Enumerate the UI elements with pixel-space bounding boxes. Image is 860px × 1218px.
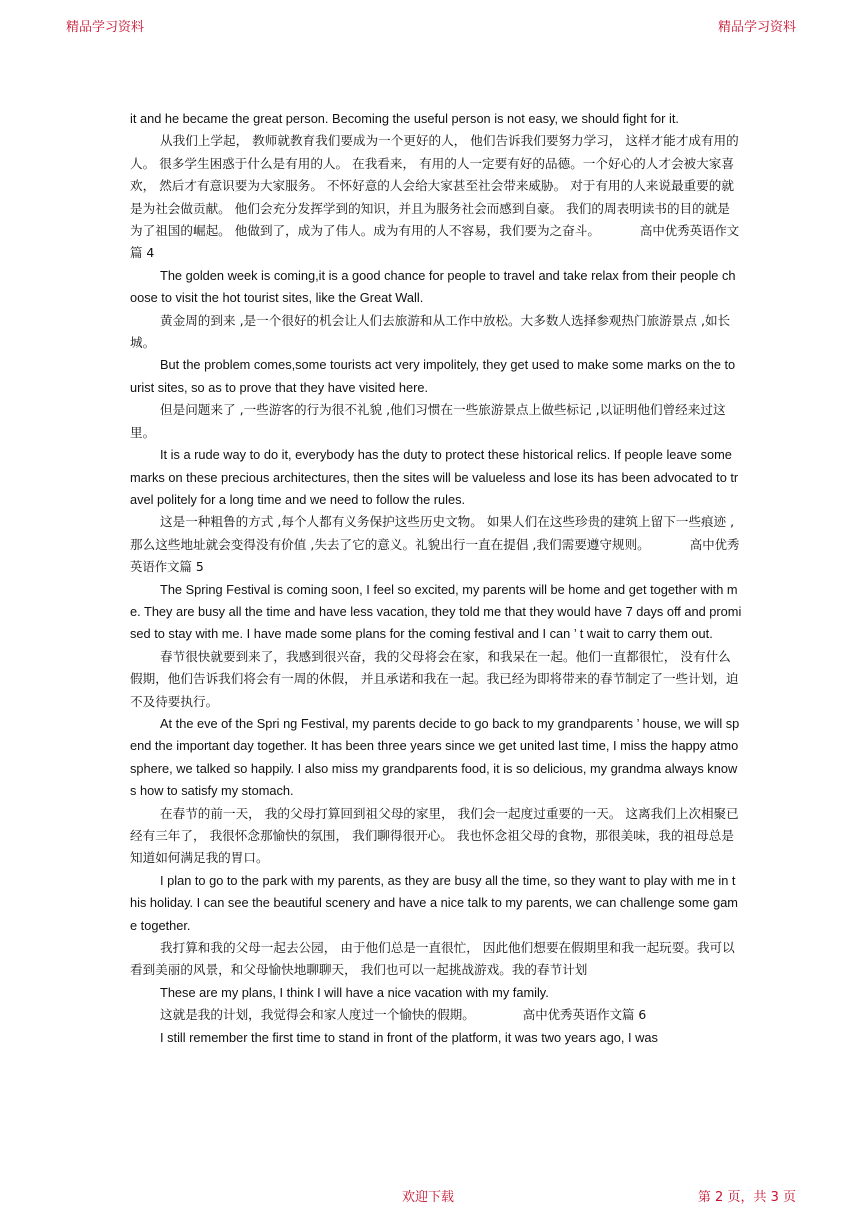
section-tag-5: 高中优秀英语作文篇 5 bbox=[130, 536, 740, 575]
paragraph-zh-2: 黄金周的到来 ,是一个很好的机会让人们去旅游和从工作中放松。大多数人选择参观热门旅游景点 ,如长城。 bbox=[130, 312, 731, 351]
header-left-label: 精品学习资料 bbox=[66, 20, 145, 35]
paragraph-zh-1-text: 从我们上学起， 教师就教育我们要成为一个更好的人， 他们告诉我们要努力学习， 这样才能才成有用的人。 很多学生困惑于什么是有用的人。 在我看来， 有用的人一定要有好的品德。一个好心的人才会被大家喜欢， 然后才有意识要为大家服务。 不怀好意的人会给大家甚至社会带来威胁。 对于有用的人来说最重要的就是为社会做贡献。 他们会充分发挥学到的知识，并且为服务社会而感到自豪。 我们的周表明读书的目的就是为了祖国的崛起。 他做到了，成为了伟人。成为有用的人不容易，我们要为之奋斗。 bbox=[130, 133, 739, 239]
page-number: 第 2 页，共 3 页 bbox=[697, 1190, 796, 1205]
footer-download-label: 欢迎下载 bbox=[402, 1190, 455, 1205]
paragraph-en-5: The Spring Festival is coming soon, I feel so excited, my parents will be home and get together with me. They are busy all the time and have less vacation, they told me that they would have 7 days off and promised to stay with me. I have made some plans for the coming festival and I can ’ t wait to carry them out. bbox=[130, 581, 742, 642]
paragraph-zh-7: 我打算和我的父母一起去公园， 由于他们总是一直很忙， 因此他们想要在假期里和我一起玩耍。我可以看到美丽的风景，和父母愉快地聊聊天， 我们也可以一起挑战游戏。我的春节计划 bbox=[130, 940, 735, 978]
document-body bbox=[130, 108, 742, 1049]
paragraph-en-1: it and he became the great person. Becoming the useful person is not easy, we should fight for it. bbox=[130, 111, 679, 126]
paragraph-zh-5: 春节很快就要到来了，我感到很兴奋，我的父母将会在家，和我呆在一起。他们一直都很忙， 没有什么假期，他们告诉我们将会有一周的休假， 并且承诺和我在一起。我已经为即将带来的春节制定了一些计划，迫不及待要执行。 bbox=[130, 648, 739, 709]
header-right-label: 精品学习资料 bbox=[717, 20, 796, 35]
paragraph-zh-4-text: 这是一种粗鲁的方式 ,每个人都有义务保护这些历史文物。 如果人们在这些珍贵的建筑上留下一些痕迹 ,那么这些地址就会变得没有价值 ,失去了它的意义。礼貌出行一直在提倡 ,我们需要遵守规则。 bbox=[130, 514, 735, 552]
paragraph-zh-1 bbox=[130, 130, 742, 264]
paragraph-en-6: At the eve of the Spri ng Festival, my parents decide to go back to my grandparents ’ house, we will spend the important day together. It has been three years since we get united last time, I miss the happy atmosphere, we talked so happily. I also miss my grandparents food, it is so delicious, my grandma always knows how to satisfy my stomach. bbox=[130, 715, 740, 799]
paragraph-zh-4 bbox=[130, 511, 742, 578]
paragraph-en-3: But the problem comes,some tourists act very impolitely, they get used to make some marks on the tourist sites, so as to prove that they have visited here. bbox=[130, 357, 736, 395]
section-tag-4: 高中优秀英语作文篇 4 bbox=[130, 223, 740, 261]
paragraph-zh-8 bbox=[130, 1004, 742, 1026]
paragraph-en-7: I plan to go to the park with my parents, as they are busy all the time, so they want to play with me in this holiday. I can see the beautiful scenery and have a nice talk to my parents, we can challenge some game together. bbox=[130, 872, 738, 933]
paragraph-zh-6: 在春节的前一天， 我的父母打算回到祖父母的家里， 我们会一起度过重要的一天。 这离我们上次相聚已经有三年了， 我很怀念那愉快的氛围， 我们聊得很开心。 我也怀念祖父母的食物，那很美味，我的祖母总是知道如何满足我的胃口。 bbox=[130, 805, 739, 866]
section-tag-6: 高中优秀英语作文篇 6 bbox=[522, 1007, 647, 1023]
paragraph-en-8: These are my plans, I think I will have a nice vacation with my family. bbox=[160, 984, 549, 1000]
paragraph-en-2: The golden week is coming,it is a good chance for people to travel and take relax from their people choose to visit the hot tourist sites, like the Great Wall. bbox=[130, 267, 736, 306]
paragraph-en-9: I still remember the first time to stand in front of the platform, it was two years ago, I was bbox=[160, 1029, 658, 1045]
paragraph-zh-3: 但是问题来了 ,一些游客的行为很不礼貌 ,他们习惯在一些旅游景点上做些标记 ,以证明他们曾经来过这里。 bbox=[130, 402, 726, 440]
paragraph-zh-8-text: 这就是我的计划，我觉得会和家人度过一个愉快的假期。 bbox=[160, 1007, 475, 1023]
paragraph-en-4: It is a rude way to do it, everybody has the duty to protect these historical relics. If people leave some marks on these precious architectures, then the sites will be valueless and lose its has been advocated to travel politely for a long time and we need to follow the rules. bbox=[130, 447, 739, 507]
